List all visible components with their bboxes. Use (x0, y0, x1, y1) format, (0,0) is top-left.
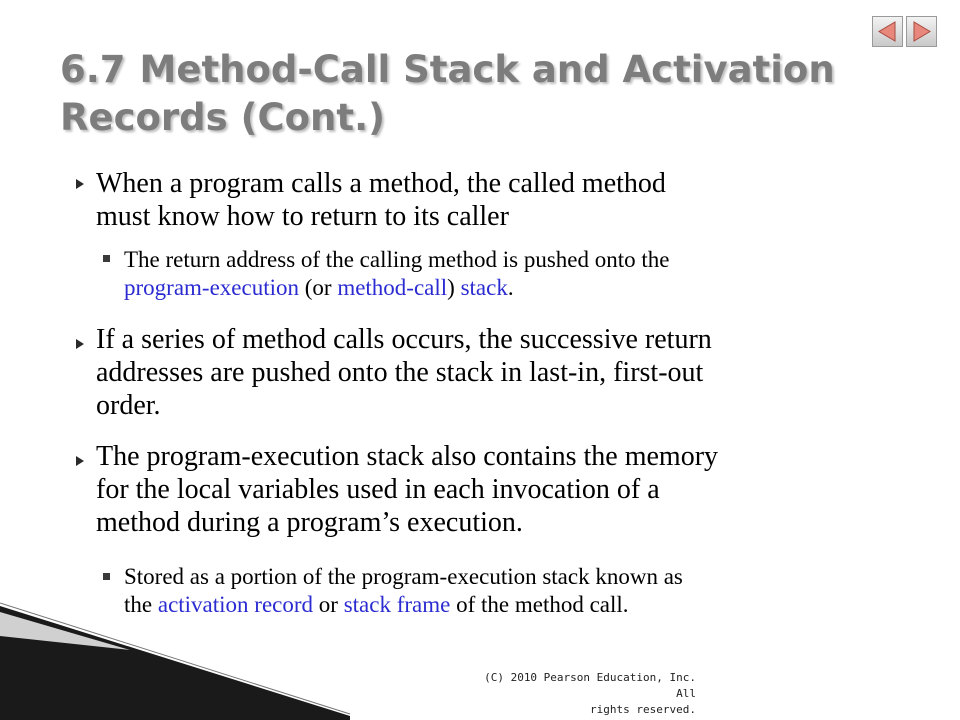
sub-bullet-1-text: . (507, 275, 514, 300)
bullet-3-line-3: method during a program’s execution. (96, 507, 523, 538)
sub-bullet-2-text: or (313, 592, 344, 617)
sub-bullet-square-icon (103, 255, 110, 262)
copyright-footer (470, 670, 696, 718)
bullet-arrow-icon (76, 179, 84, 189)
footer-line-2: rights reserved. (590, 703, 696, 716)
sub-bullet-1-line-1: The return address of the calling method is pushed onto the (124, 247, 670, 272)
bullet-2-line-2: addresses are pushed onto the stack in last-in, first-out (96, 357, 704, 388)
sub-bullet-1-text: ) (447, 275, 461, 300)
sub-bullet-2-line-2 (124, 591, 894, 619)
sub-bullet-1 (124, 246, 884, 302)
bullet-1-line-2: must know how to return to its caller (96, 201, 509, 232)
sub-bullet-square-icon (103, 573, 110, 580)
bullet-arrow-icon (76, 456, 84, 466)
term-stack: stack (460, 275, 508, 300)
title-number: 6.7 (60, 48, 126, 91)
bullet-3-line-1: The program-execution stack also contains the memory (96, 441, 719, 472)
bullet-1 (96, 167, 876, 233)
bullet-1-line-1: When a program calls a method, the called method (96, 168, 666, 199)
bullet-2 (96, 323, 896, 422)
sub-bullet-2-line-1: Stored as a portion of the program-execution stack known as (124, 564, 683, 589)
sub-bullet-2-text: of the method call. (450, 592, 629, 617)
sub-bullet-2-text: the (124, 592, 158, 617)
term-program-execution: program-execution (124, 275, 299, 300)
bullet-3-line-2: for the local variables used in each invocation of a (96, 474, 660, 505)
sub-bullet-1-text: (or (298, 275, 338, 300)
bullet-3 (96, 440, 896, 539)
sub-bullet-2 (124, 563, 894, 619)
term-method-call: method-call (337, 275, 448, 300)
sub-bullet-1-line-2 (124, 274, 884, 302)
term-activation-record: activation record (157, 592, 314, 617)
footer-line-1: (C) 2010 Pearson Education, Inc. All (484, 671, 696, 700)
bullet-2-line-3: order. (96, 390, 161, 421)
bullet-2-line-1: If a series of method calls occurs, the successive return (96, 324, 712, 355)
term-stack-frame: stack frame (343, 592, 451, 617)
bullet-arrow-icon (76, 339, 84, 349)
title-text: Method-Call Stack and Activation Records (Cont.) (60, 48, 835, 139)
